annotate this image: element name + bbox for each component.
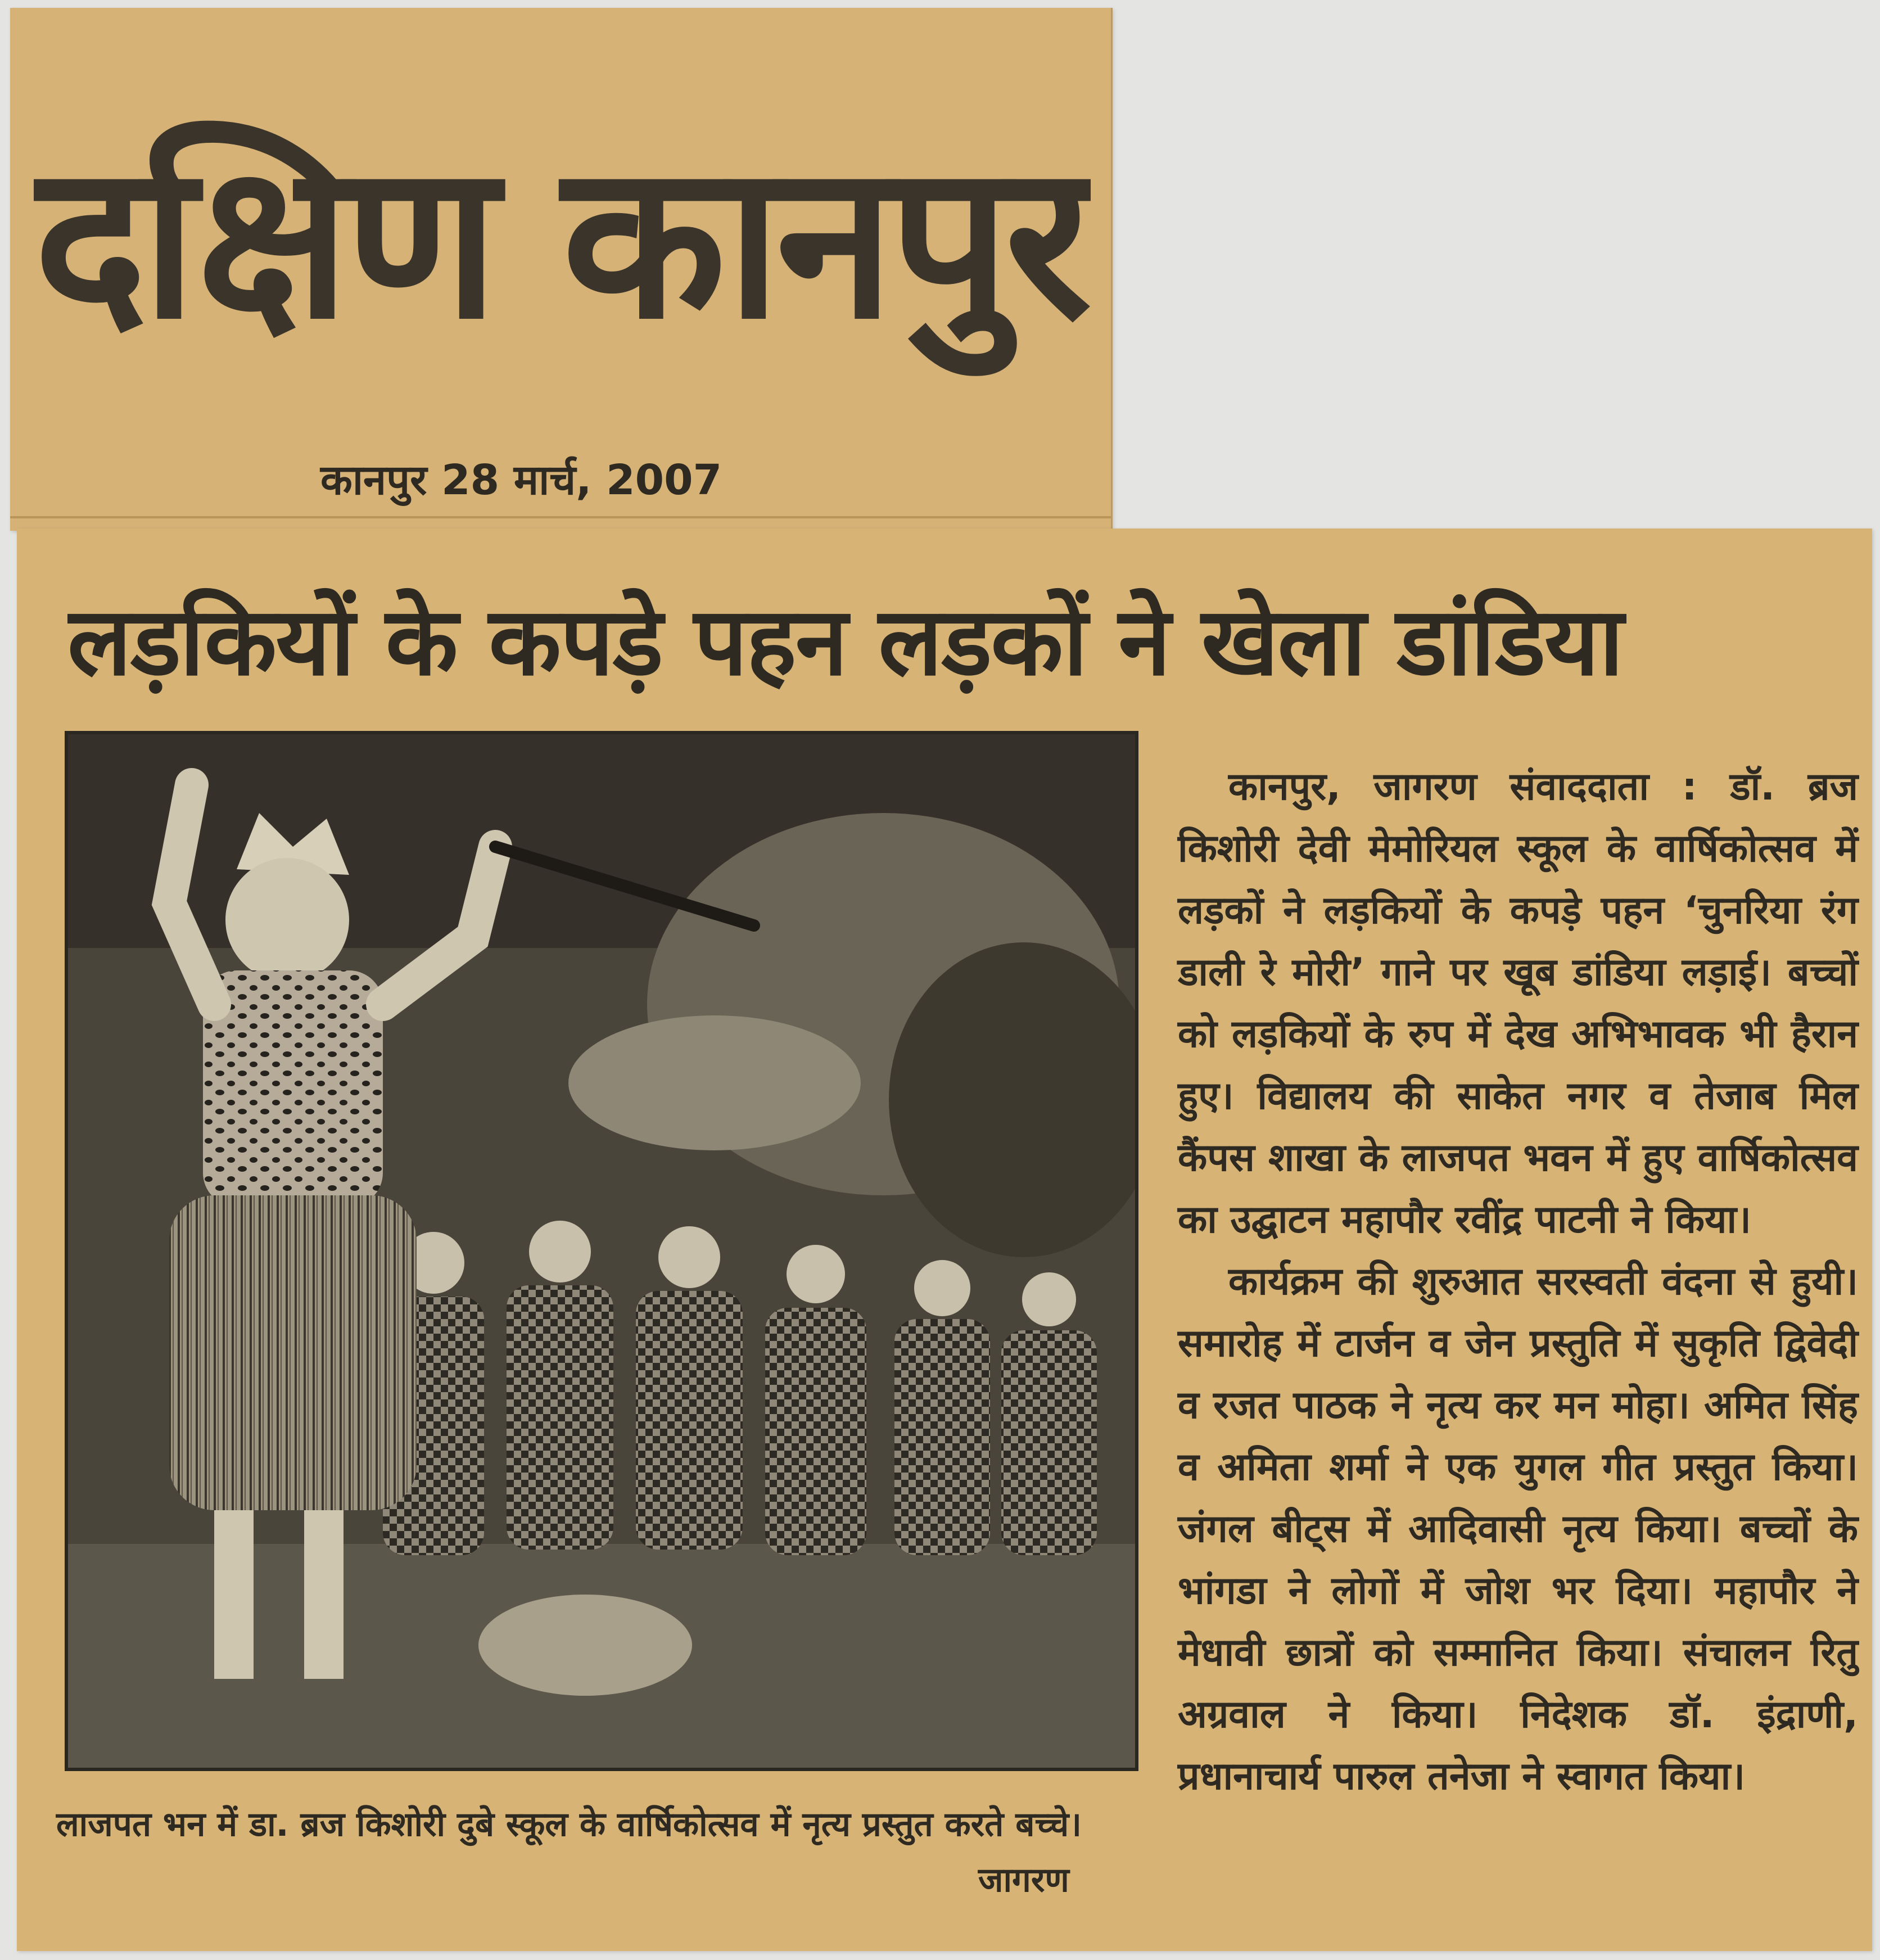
news-photo [65,731,1138,1771]
article-paragraph-2: कार्यक्रम की शुरुआत सरस्वती वंदना से हुयी। समारोह में टार्जन व जेन प्रस्तुति में सुकृति द्विवेदी व रजत पाठक ने नृत्य कर मन मोहा। अमित सिंह व अमिता शर्मा ने एक युगल गीत प्रस्तुत किया। जंगल बीट्स में आदिवासी नृत्य किया। बच्चों के भांगडा ने लोगों में जोश भर दिया। महापौर ने मेधावी छात्रों को सम्मानित किया। संचालन रितु अग्रवाल ने किया। निदेशक डॉ. इंद्राणी, प्रधानाचार्य पारुल तनेजा ने स्वागत किया। [1178,1259,1858,1799]
photo-credit: जागरण [978,1860,1069,1900]
article-body [1178,756,1858,1808]
photo-caption: लाजपत भन में डा. ब्रज किशोरी दुबे स्कूल के वार्षिकोत्सव में नृत्य प्रस्तुत करते बच्चे। [56,1805,1082,1844]
clipping-seam [10,516,1111,518]
article-paragraph-1: कानपुर, जागरण संवाददाता : डॉ. ब्रज किशोरी देवी मेमोरियल स्कूल के वार्षिकोत्सव में लड़कों ने लड़कियों के कपड़े पहन ‘चुनरिया रंग डाली रे मोरी’ गाने पर खूब डांडिया लड़ाई। बच्चों को लड़कियों के रुप में देख अभिभावक भी हैरान हुए। विद्यालय की साकेत नगर व तेजाब मिल कैंपस शाखा के लाजपत भवन में हुए वार्षिकोत्सव का उद्घाटन महापौर रवींद्र पाटनी ने किया। [1178,765,1858,1242]
dateline: कानपुर 28 मार्च, 2007 [320,456,722,504]
headline: लड़कियों के कपड़े पहन लड़कों ने खेला डांडिया [67,586,1623,697]
masthead: दक्षिण कानपुर [34,117,1087,366]
